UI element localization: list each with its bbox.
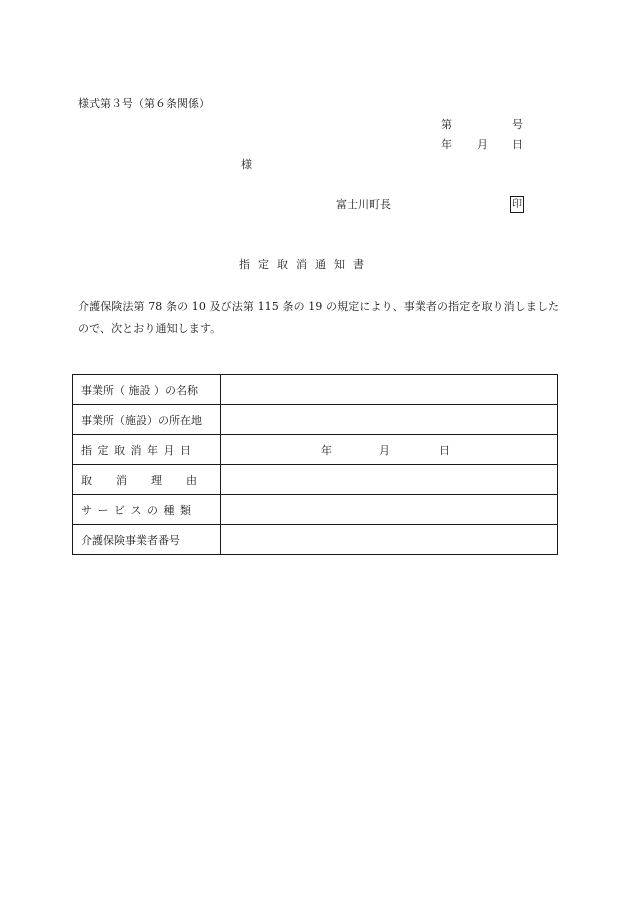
row-value-service-type [221,495,558,525]
cancel-date-year: 年 [321,444,332,457]
row-label-service-type: サービスの種類 [73,495,221,525]
table-row [73,465,558,495]
row-value-provider-number [221,525,558,555]
table-row [73,375,558,405]
row-label-provider-number: 介護保険事業者番号 [73,525,221,555]
row-label-facility-address: 事業所（施設）の所在地 [73,405,221,435]
body-paragraph: 介護保険法第 78 条の 10 及び法第 115 条の 19 の規定により、事業者の指定を取り消しましたので、次とおり通知します。 [78,300,560,335]
document-title: 指定取消通知書 [239,258,372,271]
document-number-prefix: 第 [441,118,452,131]
row-value-cancel-date [221,435,558,465]
info-table [72,374,558,555]
issuer-name: 富士川町長 [336,198,391,211]
addressee-honorific: 様 [241,158,252,171]
issue-date-month: 月 [477,138,488,151]
issue-date-year: 年 [441,138,452,151]
table-row [73,495,558,525]
row-value-facility-address [221,405,558,435]
row-value-cancel-reason [221,465,558,495]
issue-date-day: 日 [512,138,523,151]
row-value-facility-name [221,375,558,405]
row-label-facility-name: 事業所（ 施設 ）の名称 [73,375,221,405]
document-number-suffix: 号 [512,118,523,131]
table-row [73,405,558,435]
cancel-date-day: 日 [439,444,450,457]
form-number: 様式第３号（第６条関係） [78,97,210,110]
table-row [73,435,558,465]
row-label-cancel-reason: 取消理由 [73,465,221,495]
cancel-date-month: 月 [379,444,390,457]
seal-mark: 印 [510,196,524,213]
row-label-cancel-date: 指定取消年月日 [73,435,221,465]
table-row [73,525,558,555]
